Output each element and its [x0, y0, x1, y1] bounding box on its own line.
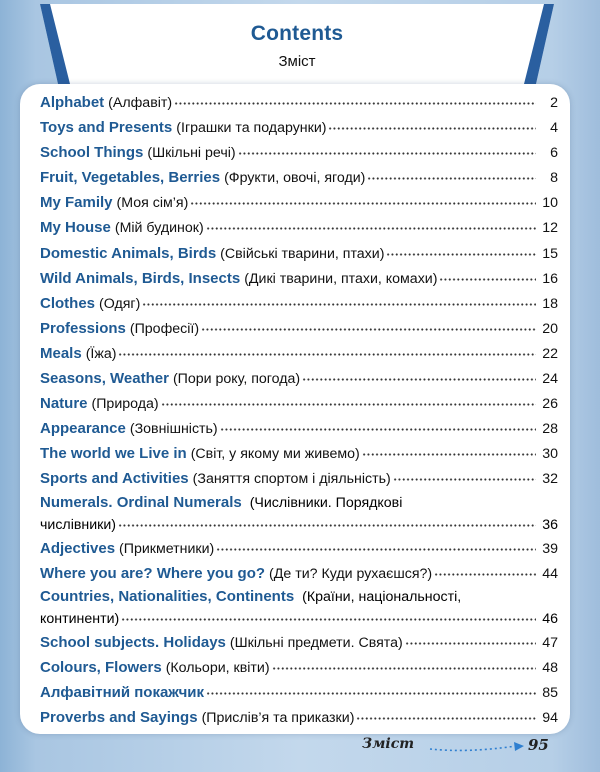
toc-entry[interactable] [40, 366, 558, 391]
toc-page-number: 46 [542, 610, 558, 627]
toc-title-ua: (Пори року, погода) [172, 371, 301, 388]
toc-title-ua: (Іграшки та подарунки) [176, 120, 327, 137]
toc-entry[interactable] [40, 416, 558, 441]
dot-leader [174, 102, 536, 105]
toc-title-ua: (Свійські тварини, птахи) [220, 245, 385, 262]
dot-leader [220, 428, 536, 431]
toc-entry[interactable] [40, 441, 558, 466]
contents-banner [40, 0, 554, 84]
toc-page-number: 10 [542, 195, 558, 212]
dot-leader [118, 353, 536, 356]
dot-leader [393, 478, 536, 481]
toc-page-number: 16 [542, 270, 558, 287]
toc-entry[interactable] [40, 705, 558, 730]
toc-entry[interactable] [40, 561, 558, 586]
dot-leader [142, 303, 536, 306]
toc-title-en: Appearance [40, 420, 126, 438]
toc-entry[interactable] [40, 165, 558, 190]
dot-leader [439, 278, 536, 281]
toc-title-en: Domestic Animals, Birds [40, 244, 217, 262]
toc-page-number: 48 [542, 659, 558, 676]
toc-title-en: My Family [40, 194, 113, 212]
toc-page-number: 28 [542, 421, 558, 438]
toc-entry[interactable] [40, 241, 558, 266]
toc-title-ua: (Числівники. Порядкові [249, 494, 403, 511]
toc-title-en: Seasons, Weather [40, 370, 169, 388]
toc-title-en: Where you are? Where you go? [40, 564, 266, 582]
footer-label: Зміст [362, 736, 415, 752]
toc-title-en: School Things [40, 144, 144, 162]
toc-title-en: Alphabet [40, 94, 105, 111]
toc-entry[interactable] [40, 466, 558, 491]
toc-page-number: 36 [542, 516, 558, 533]
dot-leader [328, 127, 536, 130]
toc-page-number: 18 [542, 295, 558, 312]
toc-title-en: Numerals. Ordinal Numerals [40, 493, 242, 511]
toc-title-ua: (Кольори, квіти) [165, 659, 270, 676]
toc-title-en: Countries, Nationalities, Continents [40, 587, 295, 605]
toc-title-ua: (Природа) [91, 396, 159, 413]
toc-title-ua: (Зовнішність) [129, 421, 218, 438]
toc-entry[interactable] [40, 115, 558, 140]
dot-leader [238, 152, 536, 155]
toc-title-en: Toys and Presents [40, 119, 173, 137]
page-number: 95 [528, 736, 549, 754]
page-title: Contents [250, 22, 344, 45]
toc-page-number: 12 [542, 220, 558, 237]
contents-card [20, 84, 570, 734]
toc-entry[interactable] [40, 316, 558, 341]
toc-title-en: Professions [40, 319, 126, 337]
toc-title-ua: (Професії) [129, 320, 200, 337]
toc-title-en: My House [40, 219, 111, 237]
dot-leader [302, 378, 536, 381]
dot-leader [118, 524, 536, 527]
toc-entry[interactable] [40, 341, 558, 366]
toc-title-en: The world we Live in [40, 445, 187, 463]
toc-title-en: Алфавітний покажчик [40, 683, 205, 701]
toc-title-ua: (Країни, національності, [302, 588, 462, 605]
table-of-contents [40, 90, 558, 730]
toc-title-ua: (Дикі тварини, птахи, комахи) [244, 270, 438, 287]
toc-page-number: 4 [550, 120, 558, 137]
toc-entry[interactable] [40, 536, 558, 561]
dot-leader [367, 177, 536, 180]
toc-title-ua: (Одяг) [99, 295, 141, 312]
dot-leader [272, 667, 536, 670]
toc-entry[interactable] [40, 291, 558, 316]
toc-title-ua: (Прислів’я та приказки) [201, 709, 355, 726]
toc-title-en: Nature [40, 395, 88, 413]
toc-page-number: 15 [542, 245, 558, 262]
toc-entry[interactable] [40, 215, 558, 240]
toc-title-ua: (Фрукти, овочі, ягоди) [224, 170, 366, 187]
toc-title-ua: (Шкільні речі) [147, 145, 236, 162]
dot-leader [356, 717, 536, 720]
toc-entry[interactable] [40, 391, 558, 416]
toc-entry[interactable] [40, 90, 558, 115]
toc-page-number: 8 [550, 170, 558, 187]
toc-title-ua: (Шкільні предмети. Свята) [229, 634, 403, 651]
toc-title-en: Adjectives [40, 539, 116, 557]
toc-page-number: 94 [542, 709, 558, 726]
toc-page-number: 22 [542, 345, 558, 362]
toc-entry[interactable] [40, 586, 558, 630]
toc-title-en: Colours, Flowers [40, 658, 162, 676]
dot-leader [121, 618, 536, 621]
toc-entry[interactable] [40, 266, 558, 291]
toc-title-ua: (Світ, у якому ми живемо) [190, 446, 360, 463]
toc-title-ua-continued: числівники) [40, 516, 116, 533]
toc-title-ua: (Де ти? Куди рухаєшся?) [269, 565, 433, 582]
toc-entry[interactable] [40, 492, 558, 536]
toc-title-en: Proverbs and Sayings [40, 708, 198, 726]
dot-leader [216, 548, 536, 551]
dot-leader [434, 573, 536, 576]
dot-leader [362, 453, 536, 456]
dot-leader [405, 642, 536, 645]
toc-page-number: 39 [542, 540, 558, 557]
toc-title-en: Fruit, Vegetables, Berries [40, 169, 221, 187]
toc-title-ua: (Алфавіт) [108, 95, 173, 111]
toc-title-en: School subjects. Holidays [40, 633, 226, 651]
toc-title-ua: (Моя сім’я) [116, 195, 189, 212]
toc-title-ua: (Прикметники) [119, 540, 215, 557]
dot-leader [206, 227, 536, 230]
page-subtitle: Зміст [278, 53, 316, 70]
toc-title-en: Clothes [40, 294, 96, 312]
toc-title-en: Wild Animals, Birds, Insects [40, 269, 241, 287]
dot-leader [190, 202, 536, 205]
dot-leader [161, 403, 536, 406]
toc-title-ua: (Мій будинок) [114, 220, 204, 237]
toc-title-en: Meals [40, 344, 82, 362]
toc-title-ua: (Заняття спортом і діяльність) [192, 471, 391, 488]
toc-page-number: 85 [542, 684, 558, 701]
toc-page-number: 44 [542, 565, 558, 582]
toc-title-ua: (Їжа) [85, 345, 117, 362]
toc-entry[interactable] [40, 655, 558, 680]
dot-leader [206, 692, 536, 695]
page-footer [0, 736, 600, 772]
toc-entry[interactable] [40, 630, 558, 655]
toc-title-en: Sports and Activities [40, 470, 189, 488]
toc-page-number: 6 [550, 145, 558, 162]
toc-page-number: 24 [542, 371, 558, 388]
dotted-arrow-icon [428, 740, 528, 756]
toc-page-number: 26 [542, 396, 558, 413]
toc-entry[interactable] [40, 190, 558, 215]
dot-leader [386, 253, 536, 256]
dot-leader [201, 328, 536, 331]
toc-page-number: 20 [542, 320, 558, 337]
toc-page-number: 30 [542, 446, 558, 463]
toc-page-number: 32 [542, 471, 558, 488]
toc-entry[interactable] [40, 140, 558, 165]
toc-page-number: 47 [542, 634, 558, 651]
toc-entry[interactable] [40, 680, 558, 705]
toc-page-number: 2 [550, 95, 558, 111]
toc-title-ua-continued: континенти) [40, 610, 120, 627]
